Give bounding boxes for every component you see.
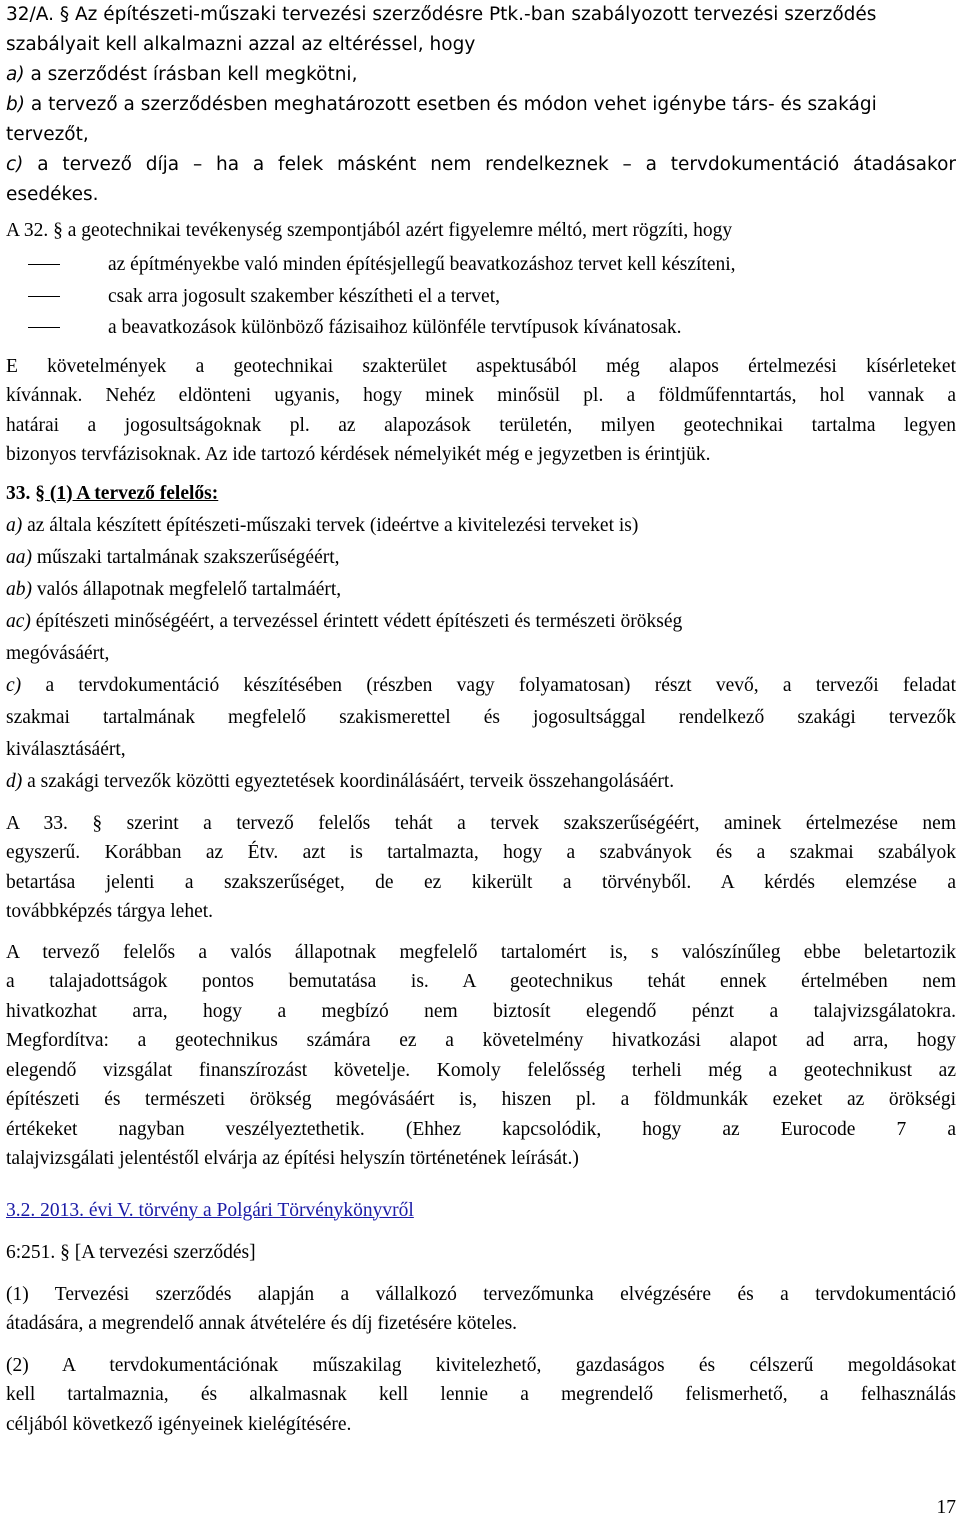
- section-32a-item-a: [6, 60, 956, 90]
- comment-32-paragraph: [6, 352, 956, 470]
- text-line: betartása jelenti a szakszerűséget, de ez kikerült a törvényből. A kérdés elemzése a: [6, 871, 956, 893]
- text-line: átadására, a megrendelő annak átvételére és díj fizetésére köteles.: [6, 1313, 518, 1334]
- text-line: E követelmények a geotechnikai szakterület aspektusából még alapos értelmezési kísérleteket: [6, 355, 956, 377]
- section-33-item-ab: ab) valós állapotnak megfelelő tartalmáért,: [6, 578, 342, 600]
- text-line: A 33. § szerint a tervező felelős tehát a tervek szakszerűségéért, aminek értelmezése nem: [6, 812, 956, 834]
- comment-32-intro: A 32. § a geotechnikai tevékenység szempontjából azért figyelemre méltó, mert rögzíti, hogy: [6, 220, 733, 241]
- list-item: csak arra jogosult szakember készítheti el a tervet,: [6, 281, 956, 313]
- ptk-heading-link[interactable]: 3.2. 2013. évi V. törvény a Polgári Törvénykönyvről: [6, 1199, 414, 1221]
- section-33-item-ac: ac) építészeti minőségéért, a tervezéssel érintett védett építészeti és természeti örökség: [6, 610, 683, 632]
- comment-32-bullets: [6, 249, 956, 344]
- ptk-paragraph-1: [6, 1280, 956, 1339]
- section-33-item-ac-cont: megóvásáért,: [6, 642, 110, 664]
- section-32a-item-b: [6, 90, 956, 120]
- item-marker: b): [6, 94, 25, 115]
- text-line: (1) Tervezési szerződés alapján a vállalkozó tervezőmunka elvégzésére és a tervdokumentáció: [6, 1283, 956, 1305]
- section-33: [6, 478, 956, 798]
- text-line: hivatkozhat arra, hogy a megbízó nem biztosít elegendő pénzt a talajvizsgálatokra.: [6, 1000, 956, 1022]
- section-32a: [6, 0, 956, 210]
- section-32a-item-c-cont: esedékes.: [6, 184, 99, 205]
- ptk-section-title-block: [6, 1238, 956, 1268]
- section-33-item-a: a) az általa készített építészeti-műszaki tervek (ideértve a kivitelezési terveket is): [6, 514, 639, 536]
- comment-32: [6, 216, 956, 470]
- item-marker: c): [6, 154, 24, 175]
- section-32a-item-c: [6, 150, 956, 180]
- section-33-item-c: c) a tervdokumentáció készítésében (részben vagy folyamatosan) részt vevő, a tervezői feladat: [6, 674, 956, 696]
- section-33-item-c-cont2: kiválasztásáért,: [6, 738, 126, 760]
- text-line: kívánnak. Nehéz eldönteni ugyanis, hogy minek minősül pl. a földműfenntartás, hol vannak a: [6, 385, 956, 406]
- section-32a-item-b-cont: tervezőt,: [6, 124, 89, 145]
- text-line: értékeket nagyban veszélyeztethetik. (Ehhez kapcsolódik, hogy az Eurocode 7 a: [6, 1118, 956, 1140]
- section-33-heading: [6, 478, 956, 510]
- item-text: a tervező a szerződésben meghatározott esetben és módon vehet igénybe társ- és szakági: [24, 94, 877, 115]
- text-line: (2) A tervdokumentációnak műszakilag kivitelezhető, gazdaságos és célszerű megoldásokat: [6, 1354, 956, 1376]
- text-line: elegendő vizsgálat finanszírozást követelje. Komoly felelősség terheli még a geotechnikust az: [6, 1059, 956, 1081]
- section-number: 33.: [6, 482, 36, 504]
- text-line: határai a jogosultságoknak pl. az alapozások területén, milyen geotechnikai tartalma legyen: [6, 414, 956, 436]
- list-item: a beavatkozások különböző fázisaihoz különféle tervtípusok kívánatosak.: [6, 312, 956, 344]
- page-number: 17: [936, 1497, 956, 1518]
- text-line: egyszerű. Korábban az Étv. azt is tartalmazta, hogy a szabványok és a szakmai szabályok: [6, 842, 956, 863]
- section-title: § (1) A tervező felelős:: [35, 482, 219, 504]
- text-line: építészeti és természeti örökség megóvásáért is, hiszen pl. a földmunkák ezeket az örökségi: [6, 1089, 956, 1110]
- ptk-heading-block: [6, 1196, 956, 1226]
- text-line: talajvizsgálati jelentéstől elvárja az építési helyszín történetének leírását.): [6, 1148, 579, 1169]
- text-line: A tervező felelős a valós állapotnak megfelelő tartalomért is, s valószínűleg ebbe beletartozik: [6, 941, 956, 963]
- section-32a-line1: 32/A. § Az építészeti-műszaki tervezési szerződésre Ptk.-ban szabályozott tervezési szerződés: [6, 4, 877, 25]
- section-32a-line2: szabályait kell alkalmazni azzal az eltéréssel, hogy: [6, 34, 476, 55]
- section-33-item-aa: aa) műszaki tartalmának szakszerűségéért,: [6, 546, 340, 568]
- text-line: a talajadottságok pontos bemutatása is. A geotechnikus tehát ennek értelmében nem: [6, 971, 956, 992]
- ptk-section-title: 6:251. § [A tervezési szerződés]: [6, 1241, 256, 1263]
- text-line: Megfordítva: a geotechnikus számára ez a követelmény hivatkozási alapot ad arra, hogy: [6, 1030, 956, 1051]
- dash-bullet: [28, 327, 60, 328]
- ptk-paragraph-2: [6, 1351, 956, 1440]
- comment-33-p2: [6, 938, 956, 1174]
- dash-bullet: [28, 296, 60, 297]
- item-text: a szerződést írásban kell megkötni,: [24, 64, 358, 85]
- section-33-item-d: d) a szakági tervezők közötti egyeztetések koordinálásáért, terveik összehangolásáért.: [6, 770, 675, 792]
- text-line: továbbképzés tárgya lehet.: [6, 901, 214, 922]
- comment-33-p1: [6, 809, 956, 927]
- item-marker: a): [6, 64, 25, 85]
- section-33-item-c-cont: szakmai tartalmának megfelelő szakismerettel és jogosultsággal rendelkező szakági tervezők: [6, 706, 956, 728]
- text-line: kell tartalmaznia, és alkalmasnak kell lennie a megrendelő felismerhető, a felhasználás: [6, 1384, 956, 1405]
- list-item: az építményekbe való minden építésjellegű beavatkozáshoz tervet kell készíteni,: [6, 249, 956, 281]
- text-line: bizonyos tervfázisoknak. Az ide tartozó kérdések némelyikét még e jegyzetben is érintjük.: [6, 444, 711, 465]
- document-page: [6, 0, 956, 1439]
- text-line: céljából következő igényeinek kielégítésére.: [6, 1413, 352, 1435]
- item-text: a tervező díja – ha a felek másként nem rendelkeznek – a tervdokumentáció átadásakor: [23, 154, 956, 175]
- dash-bullet: [28, 264, 60, 265]
